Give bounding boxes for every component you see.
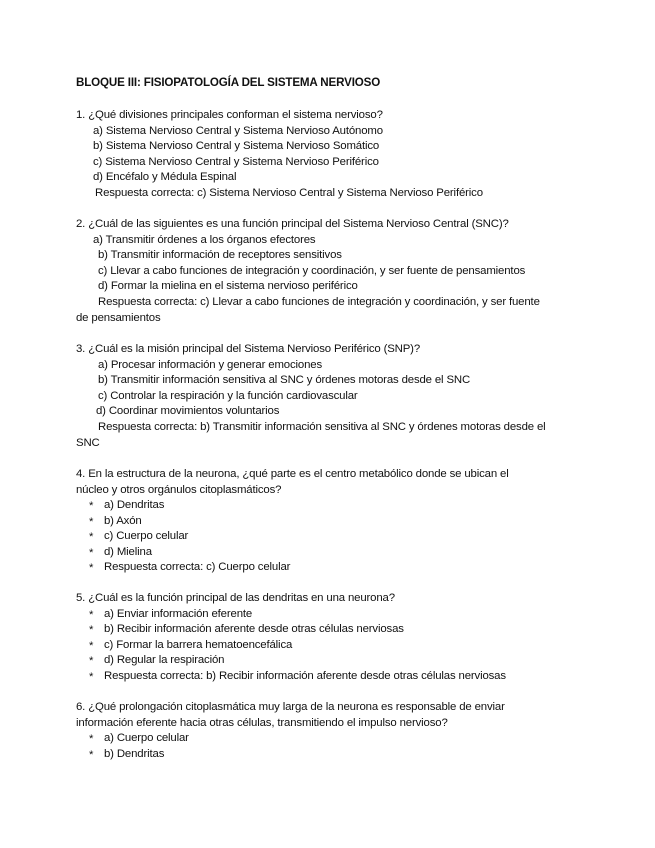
q5-option-c: c) Formar la barrera hematoencefálica [104, 639, 293, 651]
q2-answer: Respuesta correcta: c) Llevar a cabo funciones de integración y coordinación, y ser fuente [98, 296, 540, 308]
q4-option-c: c) Cuerpo celular [104, 530, 189, 542]
question-6-continued: información eferente hacia otras células, transmitiendo el impulso nervioso? [76, 717, 448, 729]
q3-answer: Respuesta correcta: b) Transmitir información sensitiva al SNC y órdenes motoras desde el [98, 421, 546, 433]
q2-answer-continued: de pensamientos [76, 312, 161, 324]
bullet-marker: * [89, 609, 94, 621]
q4-option-a: a) Dendritas [104, 499, 165, 511]
bullet-marker: * [89, 562, 94, 574]
q5-option-a: a) Enviar información eferente [104, 608, 253, 620]
question-1: 1. ¿Qué divisiones principales conforman el sistema nervioso? [76, 109, 383, 121]
bullet-marker: * [89, 671, 94, 683]
question-3: 3. ¿Cuál es la misión principal del Sistema Nervioso Periférico (SNP)? [76, 343, 421, 355]
q4-option-d: d) Mielina [104, 546, 152, 558]
q4-option-b: b) Axón [104, 515, 142, 527]
bullet-marker: * [89, 500, 94, 512]
question-4: 4. En la estructura de la neurona, ¿qué parte es el centro metabólico donde se ubican el [76, 468, 509, 480]
q3-option-b: b) Transmitir información sensitiva al SNC y órdenes motoras desde el SNC [98, 374, 471, 386]
question-5: 5. ¿Cuál es la función principal de las dendritas en una neurona? [76, 592, 395, 604]
bullet-marker: * [89, 733, 94, 745]
q1-answer: Respuesta correcta: c) Sistema Nervioso Central y Sistema Nervioso Periférico [95, 187, 483, 199]
bullet-marker: * [89, 640, 94, 652]
q5-option-d: d) Regular la respiración [104, 654, 225, 666]
q5-answer: Respuesta correcta: b) Recibir información aferente desde otras células nerviosas [104, 670, 506, 682]
page-title: BLOQUE III: FISIOPATOLOGÍA DEL SISTEMA NERVIOSO [76, 76, 381, 89]
q2-option-c: c) Llevar a cabo funciones de integración y coordinación, y ser fuente de pensamientos [98, 265, 526, 277]
bullet-marker: * [89, 749, 94, 761]
q3-option-a: a) Procesar información y generar emociones [98, 359, 322, 371]
question-4-continued: núcleo y otros orgánulos citoplasmáticos? [76, 484, 282, 496]
q4-answer: Respuesta correcta: c) Cuerpo celular [104, 561, 291, 573]
question-6: 6. ¿Qué prolongación citoplasmática muy larga de la neurona es responsable de enviar [76, 701, 505, 713]
bullet-marker: * [89, 547, 94, 559]
q6-option-b: b) Dendritas [104, 748, 165, 760]
q2-option-d: d) Formar la mielina en el sistema nervioso periférico [98, 280, 358, 292]
q1-option-b: b) Sistema Nervioso Central y Sistema Nervioso Somático [93, 140, 380, 152]
q1-option-d: d) Encéfalo y Médula Espinal [93, 171, 237, 183]
bullet-marker: * [89, 516, 94, 528]
q3-option-d: d) Coordinar movimientos voluntarios [96, 405, 280, 417]
q2-option-b: b) Transmitir información de receptores sensitivos [98, 249, 342, 261]
q1-option-a: a) Sistema Nervioso Central y Sistema Nervioso Autónomo [93, 125, 383, 137]
q3-option-c: c) Controlar la respiración y la función cardiovascular [98, 390, 358, 402]
q5-option-b: b) Recibir información aferente desde otras células nerviosas [104, 623, 404, 635]
q3-answer-continued: SNC [76, 437, 100, 449]
bullet-marker: * [89, 624, 94, 636]
bullet-marker: * [89, 531, 94, 543]
bullet-marker: * [89, 655, 94, 667]
question-2: 2. ¿Cuál de las siguientes es una función principal del Sistema Nervioso Central (SNC)? [76, 218, 509, 230]
q6-option-a: a) Cuerpo celular [104, 732, 189, 744]
q2-option-a: a) Transmitir órdenes a los órganos efectores [93, 234, 316, 246]
q1-option-c: c) Sistema Nervioso Central y Sistema Nervioso Periférico [93, 156, 379, 168]
